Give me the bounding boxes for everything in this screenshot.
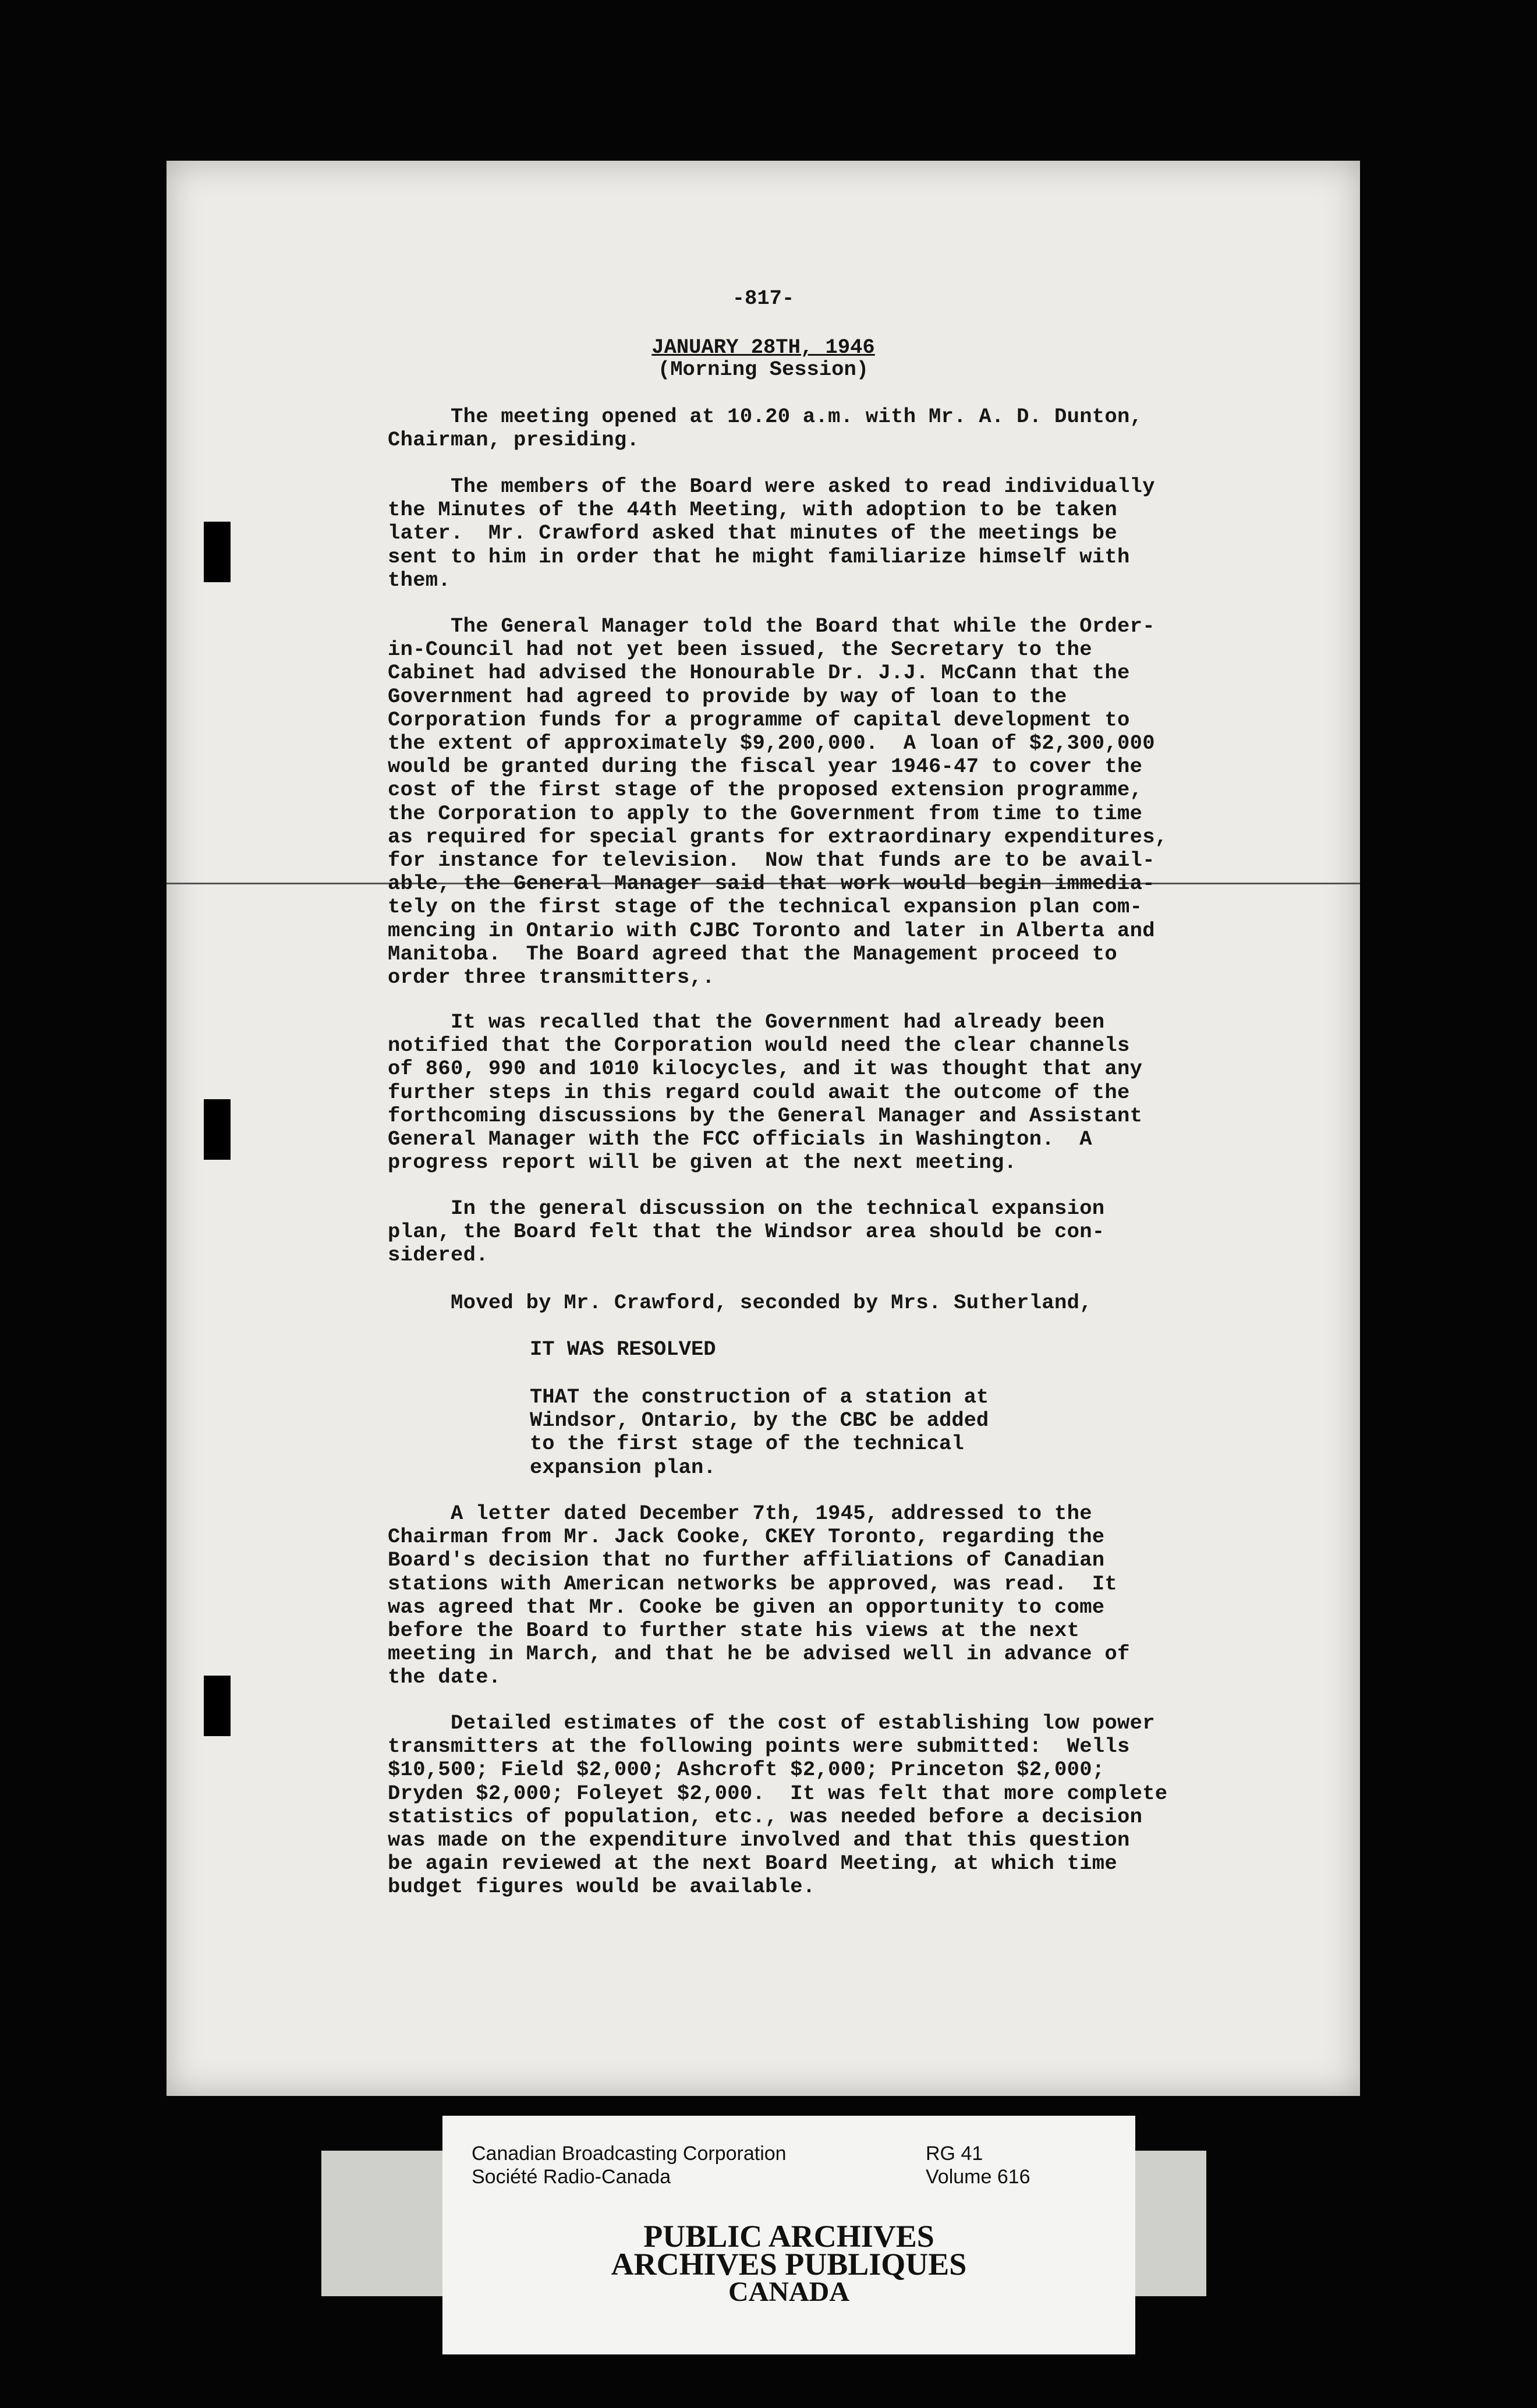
text-line: the date.	[388, 1665, 501, 1690]
text-line: would be granted during the fiscal year 1946-47 to cover the	[388, 755, 1143, 779]
punch-hole	[204, 522, 231, 582]
text-line: sent to him in order that he might familiarize himself with	[388, 544, 1130, 569]
text-line: $10,500; Field $2,000; Ashcroft $2,000; Princeton $2,000;	[388, 1758, 1105, 1782]
meeting-date: JANUARY 28TH, 1946	[651, 335, 875, 359]
text-line: Moved by Mr. Crawford, seconded by Mrs. Sutherland,	[388, 1291, 1092, 1315]
text-line: to the first stage of the technical	[530, 1432, 964, 1456]
resolved-heading: IT WAS RESOLVED	[530, 1337, 716, 1361]
text-line: meeting in March, and that he be advised well in advance of	[388, 1642, 1130, 1666]
text-line: Chairman from Mr. Jack Cooke, CKEY Toronto, regarding the	[388, 1525, 1105, 1549]
paragraph	[388, 475, 1447, 592]
text-line: Dryden $2,000; Foleyet $2,000. It was felt that more complete	[388, 1781, 1168, 1805]
text-line: Government had agreed to provide by way of loan to the	[388, 684, 1067, 709]
stamp-line-2: ARCHIVES PUBLIQUES	[611, 2247, 967, 2282]
text-line: Board's decision that no further affiliations of Canadian	[388, 1548, 1105, 1573]
archive-label	[442, 2116, 1135, 2354]
text-line: mencing in Ontario with CJBC Toronto and later in Alberta and	[388, 918, 1155, 943]
punch-hole	[204, 1099, 231, 1160]
text-line: The General Manager told the Board that while the Order-	[388, 614, 1155, 638]
text-line: Detailed estimates of the cost of establishing low power	[388, 1711, 1155, 1735]
text-line: the Minutes of the 44th Meeting, with adoption to be taken	[388, 498, 1118, 522]
text-line: expansion plan.	[530, 1455, 716, 1479]
text-line: Chairman, presiding.	[388, 428, 640, 452]
text-line: Corporation funds for a programme of capital development to	[388, 707, 1130, 732]
text-line: cost of the first stage of the proposed extension programme,	[388, 778, 1143, 802]
text-line: them.	[388, 568, 451, 592]
text-line: was agreed that Mr. Cooke be given an opportunity to come	[388, 1595, 1105, 1619]
text-line: budget figures would be available.	[388, 1875, 816, 1899]
text-line: later. Mr. Crawford asked that minutes of the meetings be	[388, 521, 1118, 546]
record-group: RG 41	[926, 2143, 983, 2165]
text-line: The members of the Board were asked to read individually	[388, 474, 1155, 498]
text-line: plan, the Board felt that the Windsor area should be con-	[388, 1220, 1105, 1244]
text-line: notified that the Corporation would need the clear channels	[388, 1033, 1130, 1058]
paragraph	[388, 1502, 1447, 1690]
org-french: Société Radio-Canada	[472, 2166, 671, 2188]
text-line: further steps in this regard could await the outcome of the	[388, 1080, 1130, 1104]
text-line: be again reviewed at the next Board Meeting, at which time	[388, 1851, 1118, 1876]
text-line: It was recalled that the Government had already been	[388, 1010, 1105, 1034]
text-line: transmitters at the following points were submitted: Wells	[388, 1734, 1130, 1759]
text-line: In the general discussion on the technical expansion	[388, 1196, 1105, 1220]
meeting-session: (Morning Session)	[657, 357, 869, 381]
volume-number: Volume 616	[926, 2166, 1030, 2188]
paragraph	[388, 405, 1447, 452]
text-line: of 860, 990 and 1010 kilocycles, and it was thought that any	[388, 1057, 1143, 1081]
text-line: was made on the expenditure involved and that this question	[388, 1828, 1130, 1853]
text-line: the Corporation to apply to the Government from time to time	[388, 801, 1143, 826]
paragraph	[388, 1712, 1447, 1899]
text-line: General Manager with the FCC officials in Washington. A	[388, 1127, 1092, 1152]
text-line: as required for special grants for extraordinary expenditures,	[388, 824, 1168, 849]
punch-hole	[204, 1676, 231, 1736]
paragraph	[388, 1011, 1447, 1174]
document-page	[167, 161, 1360, 2096]
stamp-line-3: CANADA	[728, 2276, 849, 2307]
paragraph	[388, 615, 1447, 989]
stamp-line-1: PUBLIC ARCHIVES	[643, 2219, 934, 2254]
text-line: Windsor, Ontario, by the CBC be added	[530, 1408, 989, 1433]
text-line: for instance for television. Now that funds are to be avail-	[388, 848, 1155, 873]
text-line: A letter dated December 7th, 1945, addressed to the	[388, 1502, 1092, 1525]
text-line: order three transmitters,.	[388, 965, 715, 990]
text-line: forthcoming discussions by the General Manager and Assistant	[388, 1103, 1143, 1128]
text-line: sidered.	[388, 1243, 488, 1267]
text-line: progress report will be given at the next meeting.	[388, 1150, 1017, 1175]
text-line: able, the General Manager said that work would begin immedia-	[388, 872, 1155, 896]
text-line: Cabinet had advised the Honourable Dr. J.J. McCann that the	[388, 661, 1130, 685]
resolution-text	[530, 1386, 989, 1479]
paragraph	[388, 1291, 1447, 1315]
org-english: Canadian Broadcasting Corporation	[472, 2143, 787, 2165]
paragraph	[388, 1197, 1447, 1267]
text-line: THAT the construction of a station at	[530, 1385, 989, 1409]
text-line: tely on the first stage of the technical expansion plan com-	[388, 895, 1143, 919]
page-number: -817-	[732, 286, 795, 310]
text-line: The meeting opened at 10.20 a.m. with Mr. A. D. Dunton,	[388, 405, 1143, 429]
text-line: before the Board to further state his views at the next	[388, 1619, 1080, 1643]
text-line: statistics of population, etc., was needed before a decision	[388, 1804, 1143, 1829]
text-line: in-Council had not yet been issued, the Secretary to the	[388, 638, 1092, 662]
text-line: the extent of approximately $9,200,000. A loan of $2,300,000	[388, 731, 1155, 756]
text-line: Manitoba. The Board agreed that the Management proceed to	[388, 941, 1118, 966]
text-line: stations with American networks be approved, was read. It	[388, 1571, 1118, 1596]
